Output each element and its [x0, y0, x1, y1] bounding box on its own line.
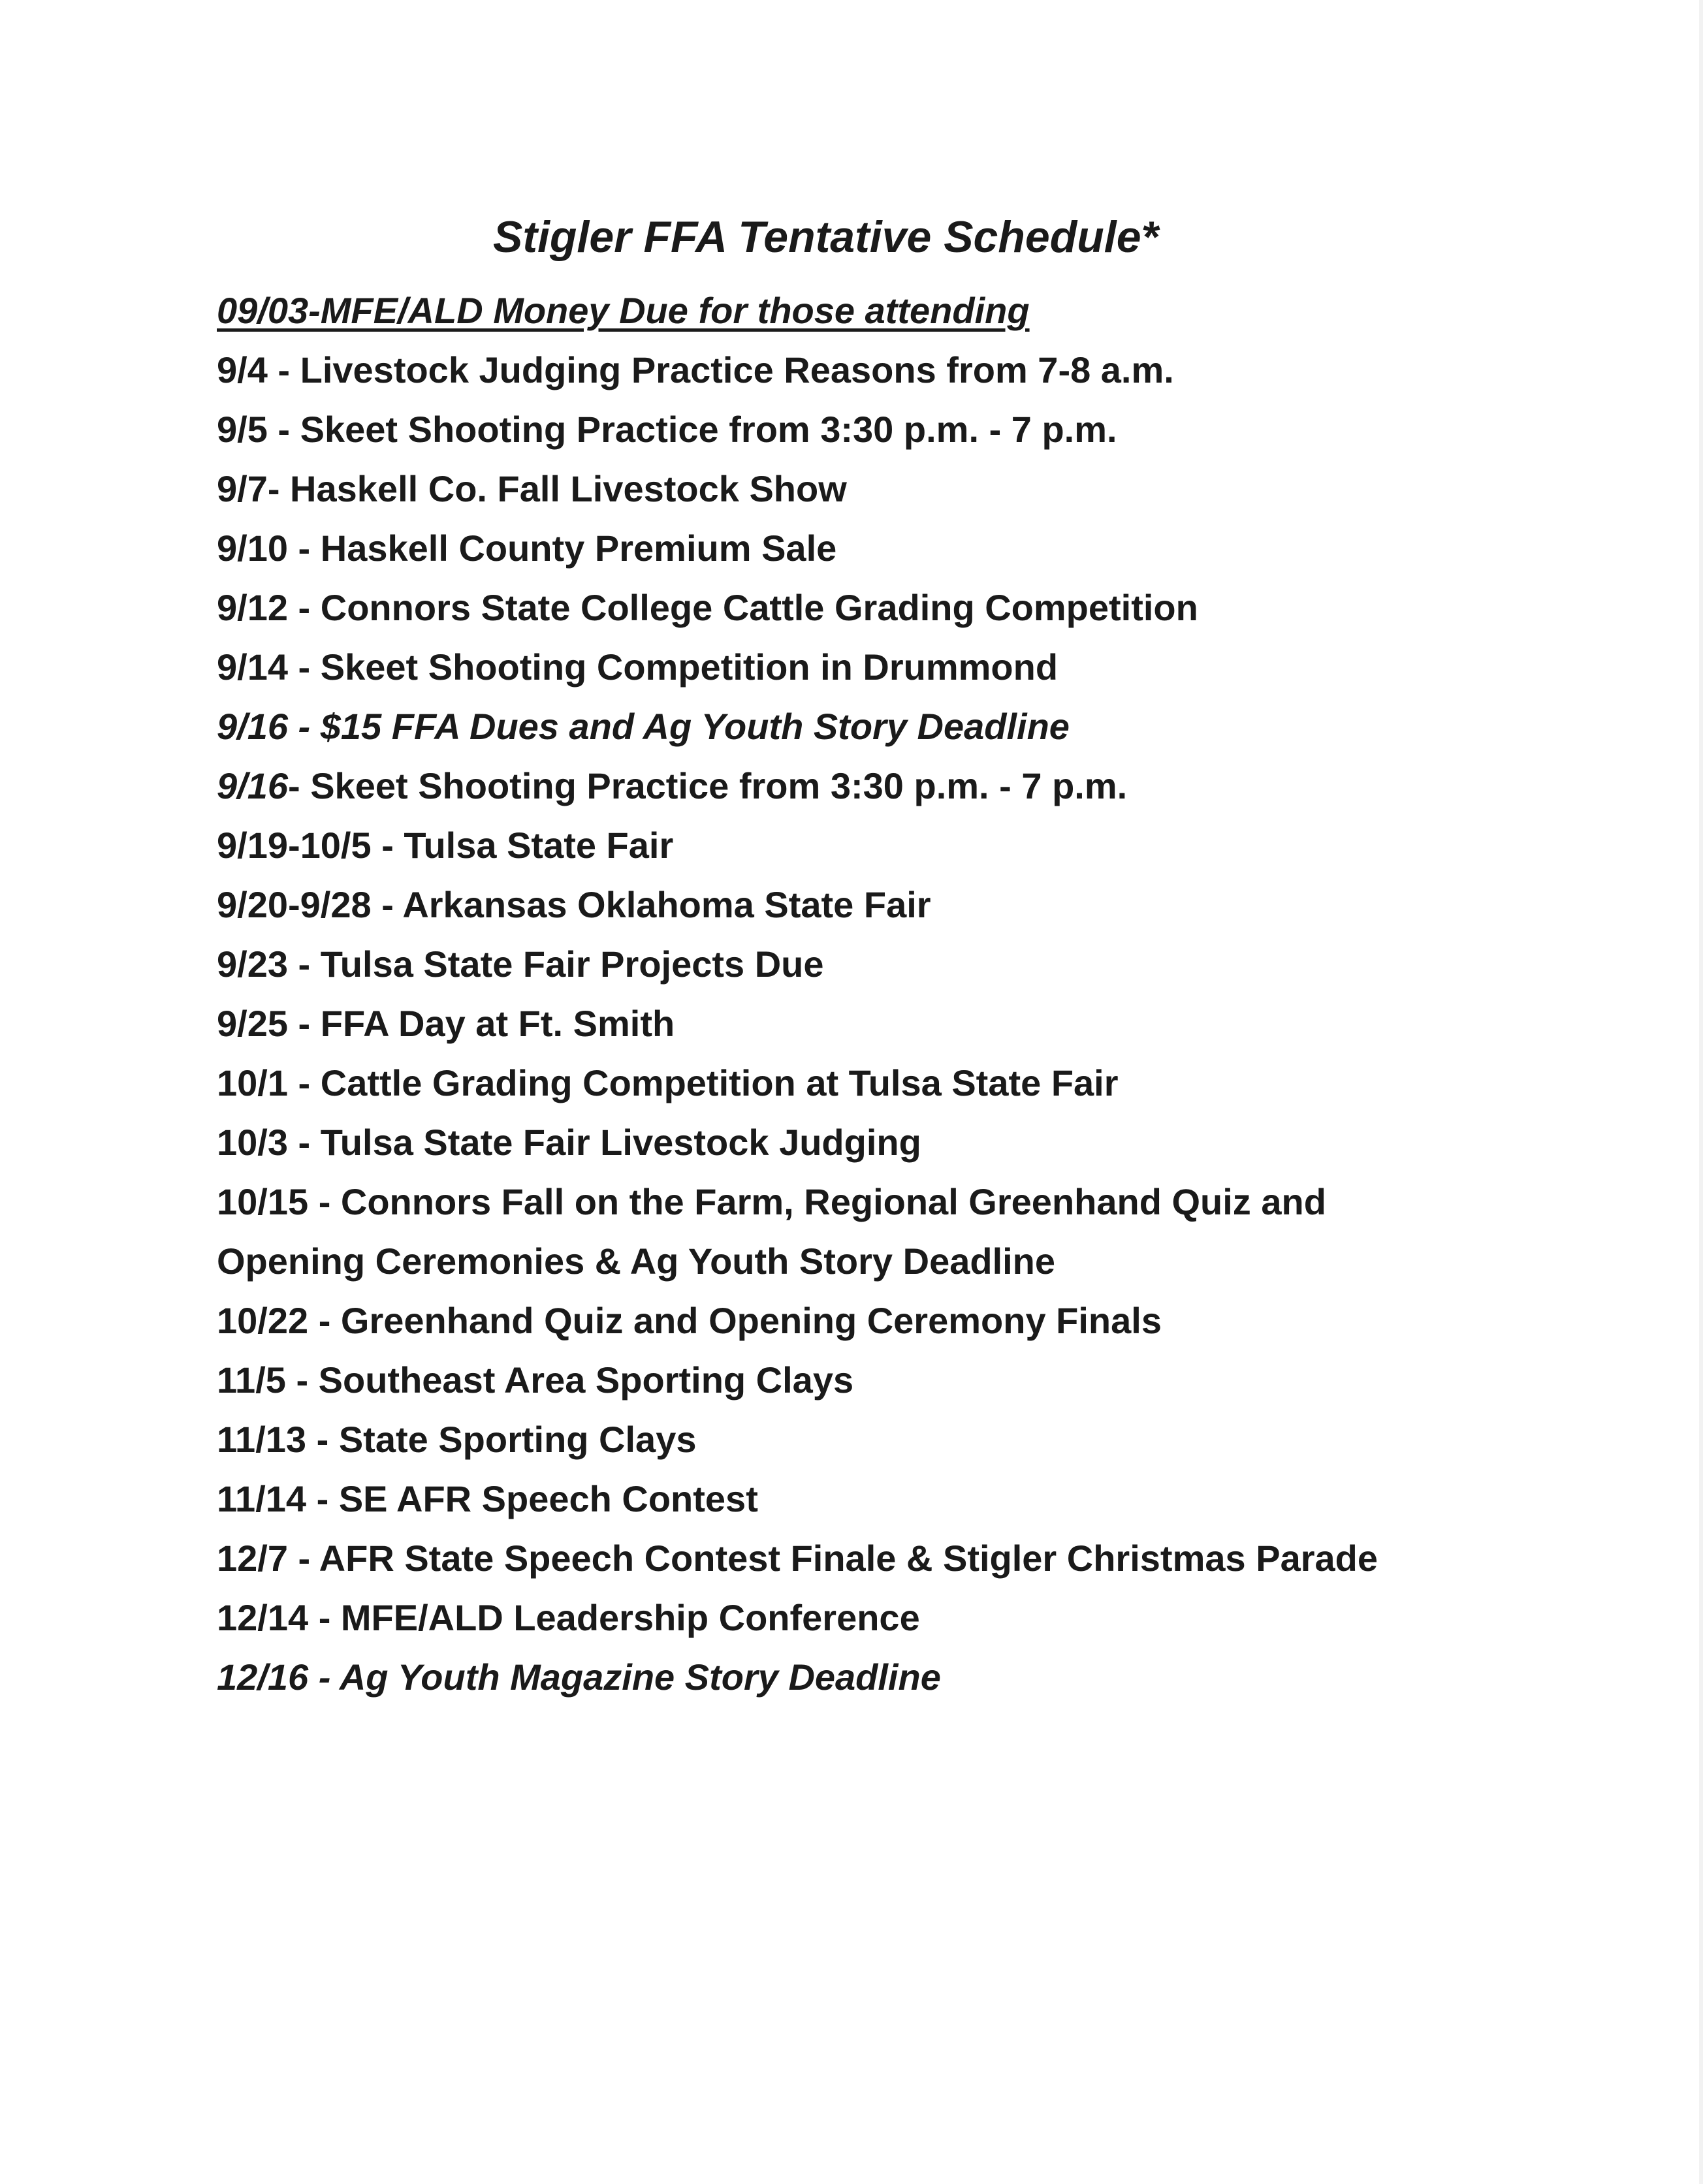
schedule-entry: 12/14 - MFE/ALD Leadership Conference	[217, 1597, 920, 1638]
schedule-entry: 9/12 - Connors State College Cattle Grading Competition	[217, 587, 1198, 628]
schedule-entry	[217, 756, 1653, 815]
schedule-entry: 11/5 - Southeast Area Sporting Clays	[217, 1359, 854, 1401]
schedule-entry: 12/16 - Ag Youth Magazine Story Deadline	[217, 1656, 941, 1698]
schedule-entry: 11/13 - State Sporting Clays	[217, 1419, 697, 1460]
schedule-entry: 10/3 - Tulsa State Fair Livestock Judging	[217, 1122, 921, 1163]
schedule-entry: 9/19-10/5 - Tulsa State Fair	[217, 825, 674, 866]
schedule-entry: 9/25 - FFA Day at Ft. Smith	[217, 1003, 675, 1044]
schedule-entry: 9/20-9/28 - Arkansas Oklahoma State Fair	[217, 884, 931, 925]
entry-date: 9/16	[217, 765, 288, 806]
schedule-entry: 10/15 - Connors Fall on the Farm, Regional Greenhand Quiz and	[217, 1181, 1326, 1222]
schedule-entry: 9/16 - $15 FFA Dues and Ag Youth Story Deadline	[217, 706, 1070, 747]
schedule-entry: 9/5 - Skeet Shooting Practice from 3:30 p.m. - 7 p.m.	[217, 409, 1117, 450]
schedule-entry: 9/4 - Livestock Judging Practice Reasons from 7-8 a.m.	[217, 349, 1174, 390]
schedule-entry: 9/10 - Haskell County Premium Sale	[217, 528, 837, 569]
schedule-list	[217, 281, 1653, 1707]
schedule-entry: 10/22 - Greenhand Quiz and Opening Ceremony Finals	[217, 1300, 1162, 1341]
entry-description: - Skeet Shooting Practice from 3:30 p.m. - 7 p.m.	[288, 765, 1128, 806]
scan-edge	[1699, 0, 1703, 2184]
schedule-entry: 9/7- Haskell Co. Fall Livestock Show	[217, 468, 847, 509]
schedule-entry: 09/03-MFE/ALD Money Due for those attending	[217, 290, 1030, 331]
title-text: Stigler FFA Tentative Schedule*	[493, 212, 1158, 262]
schedule-entry: 9/14 - Skeet Shooting Competition in Drummond	[217, 646, 1058, 688]
schedule-entry: 11/14 - SE AFR Speech Contest	[217, 1478, 758, 1519]
schedule-entry: 10/1 - Cattle Grading Competition at Tulsa State Fair	[217, 1062, 1119, 1103]
schedule-entry: 12/7 - AFR State Speech Contest Finale & Stigler Christmas Parade	[217, 1538, 1378, 1579]
schedule-entry: 9/23 - Tulsa State Fair Projects Due	[217, 943, 824, 985]
schedule-entry: Opening Ceremonies & Ag Youth Story Deadline	[217, 1241, 1056, 1282]
